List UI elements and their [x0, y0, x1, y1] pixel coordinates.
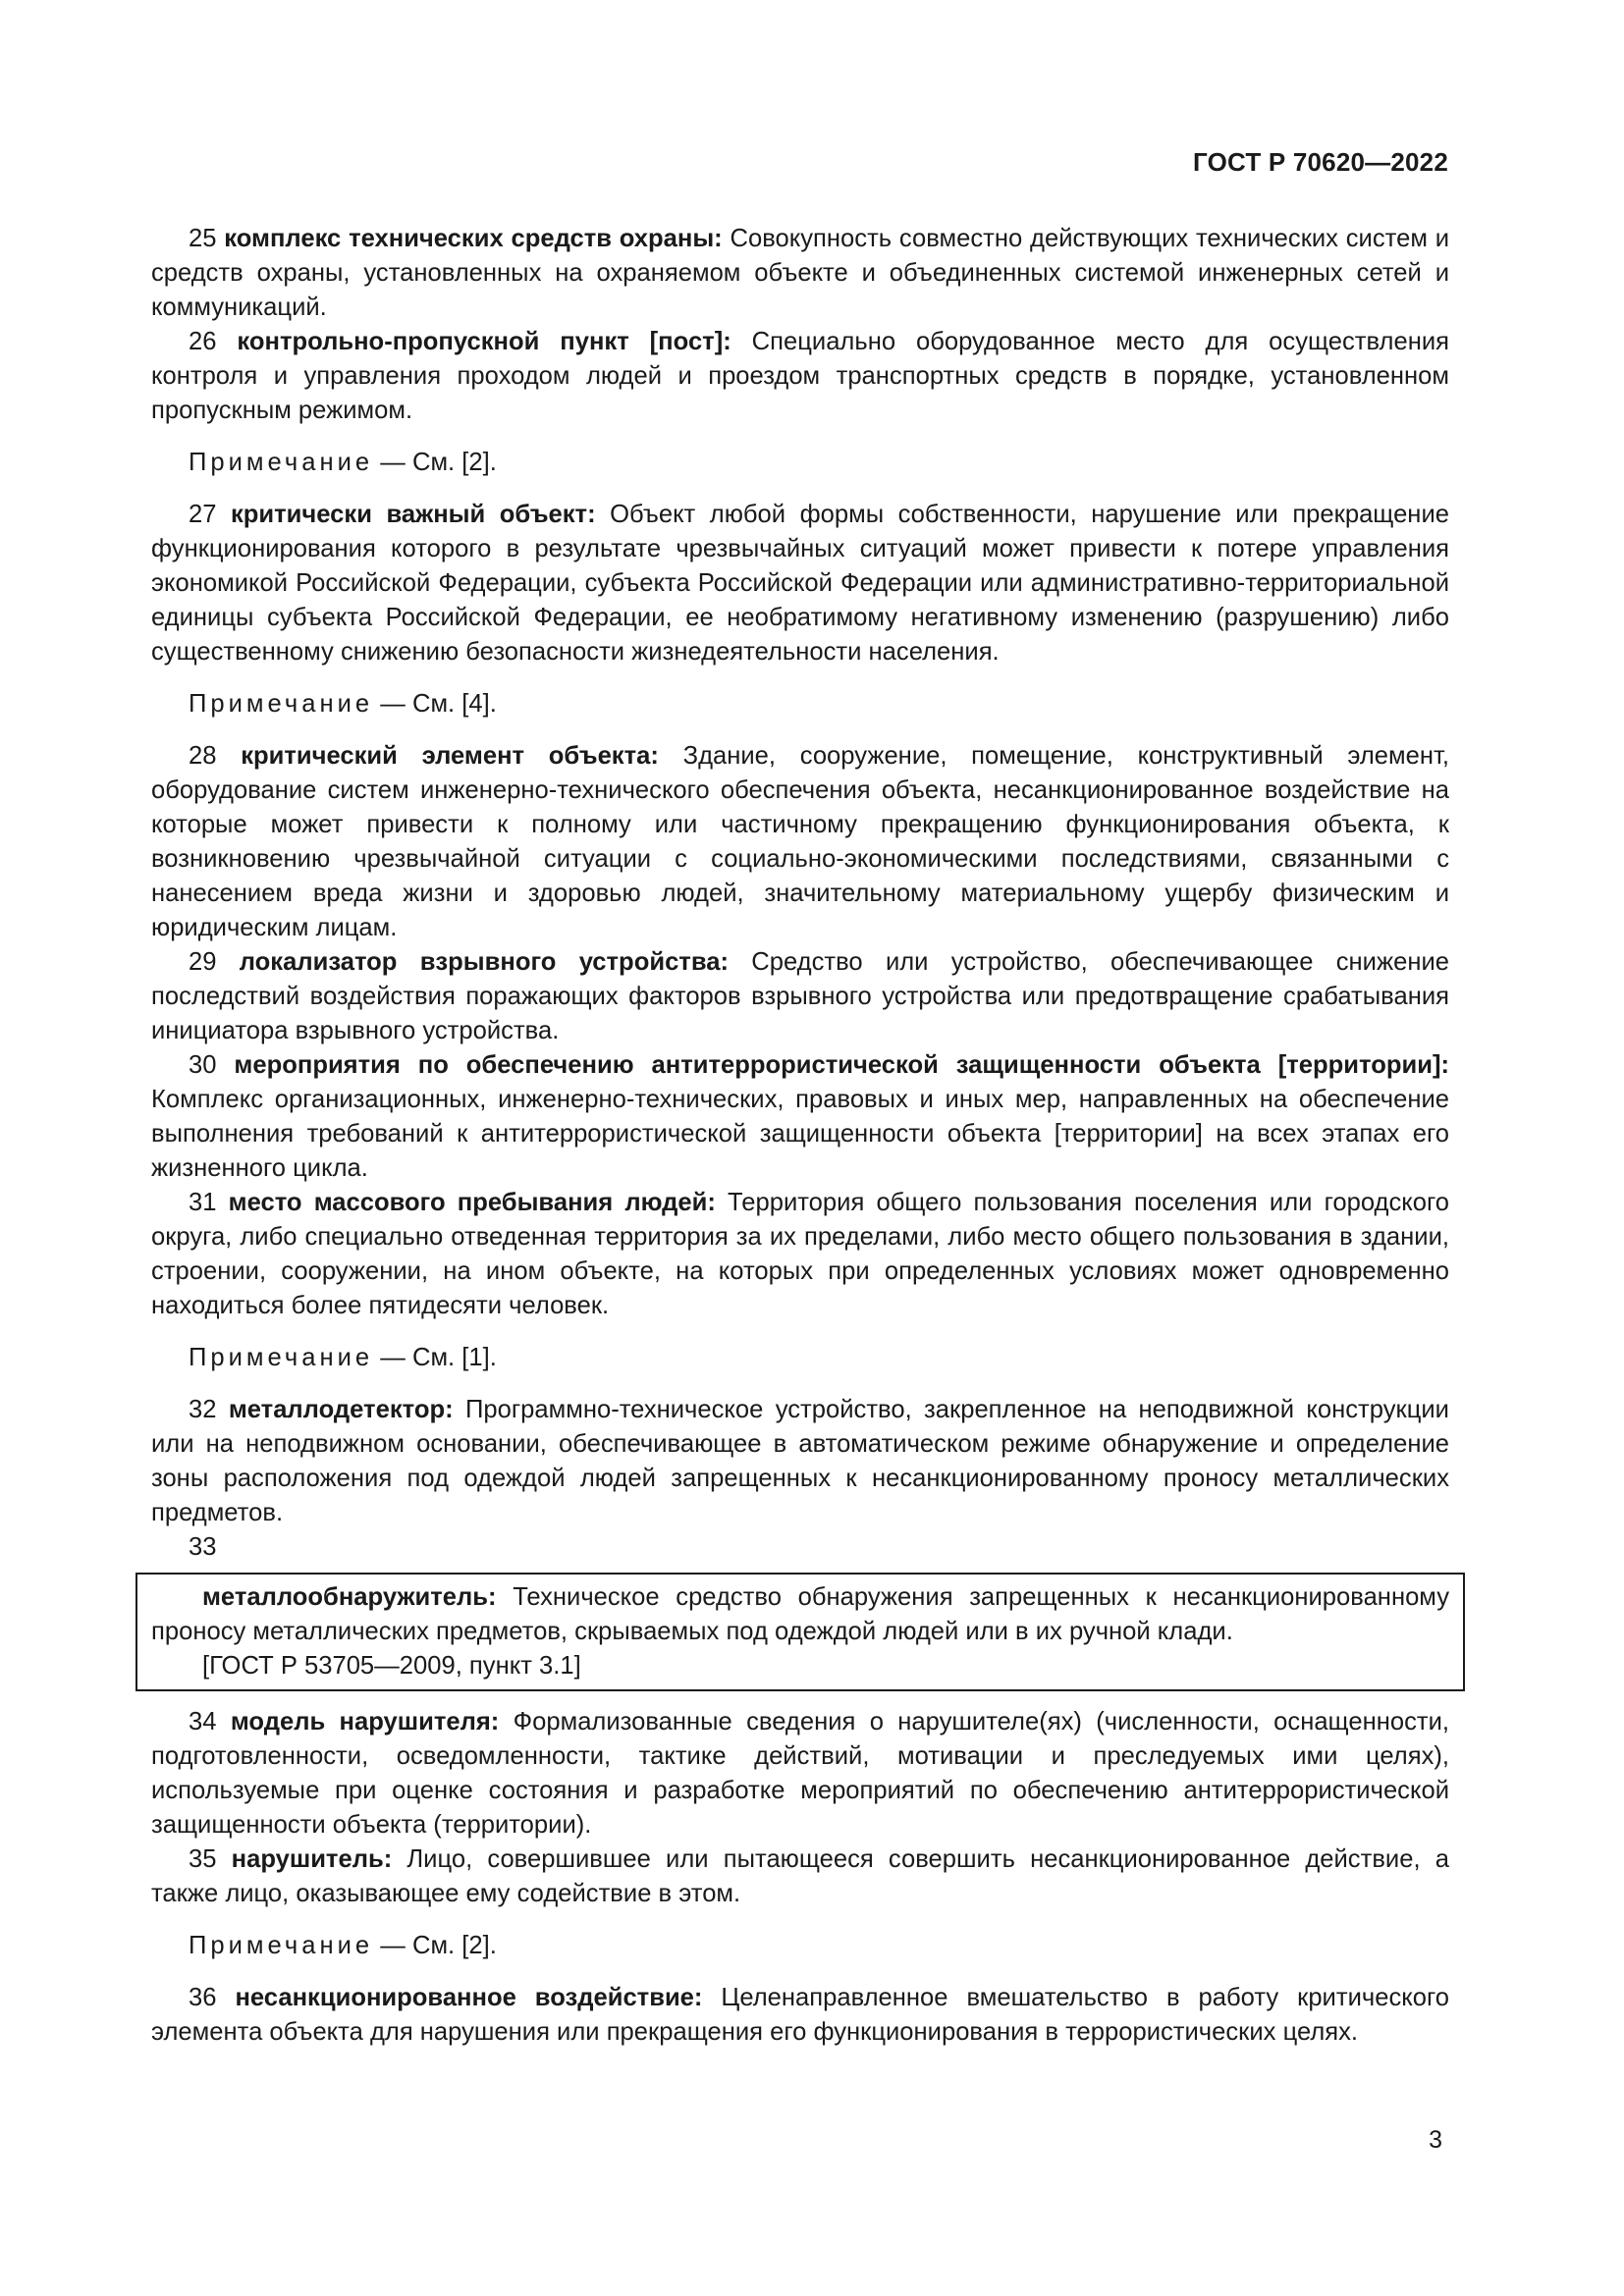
term-entry-28 [151, 739, 1449, 945]
document-id: ГОСТ Р 70620—2022 [1193, 147, 1448, 177]
term-number: 27 [189, 501, 217, 528]
note-text: — См. [4]. [380, 690, 497, 718]
term-definition: Формализованные сведения о нарушителе(ях) (численности, оснащенности, подготовленности, осведомленности, тактике действий, мотивации и преследуемых ими целях), используемые при оценке состояния и разработке мероприятий по обеспечению антитеррористической защищенности объекта (территории). [151, 1708, 1449, 1839]
term-name: мероприятия по обеспечению антитеррористической защищенности объекта [территории]: [234, 1051, 1449, 1079]
term-number: 28 [189, 742, 217, 770]
term-name: металлодетектор: [228, 1396, 454, 1423]
term-name: критический элемент объекта: [241, 742, 659, 770]
term-name: нарушитель: [231, 1845, 393, 1873]
note-label: Примечание [189, 449, 374, 476]
term-name: модель нарушителя: [230, 1708, 500, 1735]
note-35 [189, 1929, 1449, 1963]
term-definition: Здание, сооружение, помещение, конструктивный элемент, оборудование систем инженерно-технического обеспечения объекта, несанкционированное воздействие на которые может привести к полному или частичному прекращению функционирования объекта, к возникновению чрезвычайной ситуации с социально-экономическими последствиями, связанными с нанесением вреда жизни и здоровью людей, значительному материальному ущербу физическим и юридическим лицам. [151, 742, 1449, 941]
note-label: Примечание [189, 1932, 374, 1959]
note-26 [189, 446, 1449, 480]
term-definition: Комплекс организационных, инженерно-технических, правовых и иных мер, направленных на обеспечение выполнения требований к антитеррористической защищенности объекта [территории] на всех этапах его жизненного цикла. [151, 1086, 1449, 1182]
term-name: несанкционированное воздействие: [235, 1984, 703, 2011]
term-entry-32 [151, 1393, 1449, 1530]
note-text: — См. [1]. [380, 1344, 497, 1371]
term-entry-36 [151, 1981, 1449, 2050]
term-box-33 [135, 1573, 1465, 1691]
term-number: 34 [189, 1708, 217, 1735]
term-number: 35 [189, 1845, 217, 1873]
term-name: место массового пребывания людей: [228, 1189, 716, 1216]
term-number: 30 [189, 1051, 217, 1079]
term-entry-31 [151, 1186, 1449, 1323]
term-definition: Программно-техническое устройство, закрепленное на неподвижной конструкции или на неподвижном основании, обеспечивающее в автоматическом режиме обнаружение и определение зоны расположения под одеждой людей запрещенных к несанкционированному проносу металлических предметов. [151, 1396, 1449, 1526]
term-number: 25 [189, 225, 217, 252]
note-label: Примечание [189, 1344, 374, 1371]
note-31 [189, 1341, 1449, 1375]
term-entry-27 [151, 498, 1449, 669]
terms-list [151, 222, 1449, 2050]
term-name: металлообнаружитель: [202, 1583, 497, 1611]
term-name: критически важный объект: [230, 501, 596, 528]
term-name: локализатор взрывного устройства: [239, 948, 729, 976]
term-source: [ГОСТ Р 53705—2009, пункт 3.1] [202, 1652, 581, 1680]
term-number: 32 [189, 1396, 217, 1423]
term-number: 26 [189, 328, 217, 355]
term-definition: Средство или устройство, обеспечивающее снижение последствий воздействия поражающих факторов взрывного устройства или предотвращение срабатывания инициатора взрывного устройства. [151, 948, 1449, 1044]
term-name: контрольно-пропускной пункт [пост]: [237, 328, 731, 355]
term-entry-29 [151, 945, 1449, 1048]
term-entry-35 [151, 1842, 1449, 1911]
note-text: — См. [2]. [380, 449, 497, 476]
term-definition: Целенаправленное вмешательство в работу критического элемента объекта для нарушения или прекращения его функционирования в террористических целях. [151, 1984, 1449, 2046]
term-number-33: 33 [189, 1533, 217, 1561]
note-27 [189, 687, 1449, 721]
page-number: 3 [1429, 2126, 1442, 2154]
term-entry-34 [151, 1705, 1449, 1842]
term-definition: Территория общего пользования поселения или городского округа, либо специально отведенная территория за их пределами, либо место общего пользования в здании, строении, сооружении, на ином объекте, на которых при определенных условиях может одновременно находиться более пятидесяти человек. [151, 1189, 1449, 1319]
term-definition: Объект любой формы собственности, нарушение или прекращение функционирования которого в результате чрезвычайных ситуаций может привести к потере управления экономикой Российской Федерации, субъекта Российской Федерации или административно-территориальной единицы субъекта Российской Федерации, ее необратимому негативному изменению (разрушению) либо существенному снижению безопасности жизнедеятельности населения. [151, 501, 1449, 666]
term-entry-26 [151, 325, 1449, 428]
term-number: 29 [189, 948, 217, 976]
note-text: — См. [2]. [380, 1932, 497, 1959]
term-definition: Лицо, совершившее или пытающееся совершить несанкционированное действие, а также лицо, оказывающее ему содействие в этом. [151, 1845, 1449, 1907]
term-definition: Техническое средство обнаружения запрещенных к несанкционированному проносу металлических предметов, скрываемых под одеждой людей или в их ручной клади. [151, 1583, 1449, 1645]
term-definition: Специально оборудованное место для осуществления контроля и управления проходом людей и проездом транспортных средств в порядке, установленном пропускным режимом. [151, 328, 1449, 424]
term-definition: Совокупность совместно действующих технических систем и средств охраны, установленных на охраняемом объекте и объединенных системой инженерных сетей и коммуникаций. [151, 225, 1449, 321]
term-number: 31 [189, 1189, 217, 1216]
term-entry-25 [151, 222, 1449, 325]
note-label: Примечание [189, 690, 374, 718]
term-number: 36 [189, 1984, 217, 2011]
term-entry-30 [151, 1048, 1449, 1186]
term-name: комплекс технических средств охраны: [224, 225, 723, 252]
term-entry-33 [151, 1580, 1449, 1649]
